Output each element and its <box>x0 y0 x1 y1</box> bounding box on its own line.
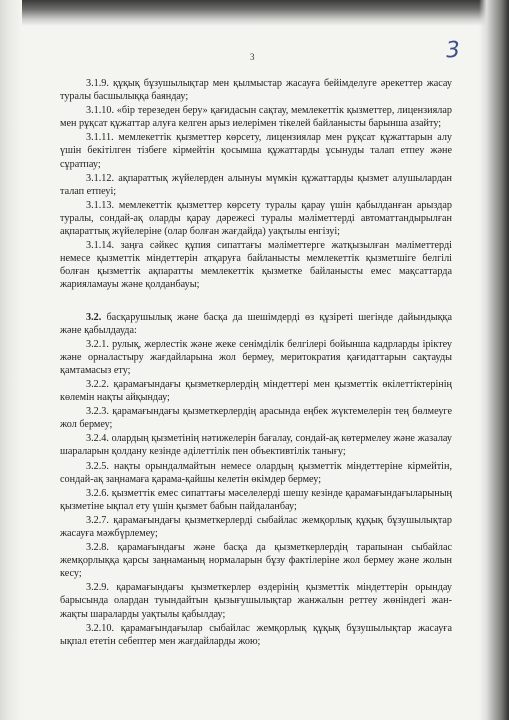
clause-number: 3.1.14. <box>86 240 115 252</box>
clause-number: 3.1.9. <box>86 78 109 89</box>
clause-text: қарамағындағы қызметкерлерді сыбайлас жемқорлық құқық бұзушылықтар жасауға мәжбүрлемеу; <box>60 514 453 539</box>
clause-text: мемлекеттік қызметтер көрсету туралы қарау үшін қабылданған арыздар туралы, сондай-ақ оларды қарау дәрежесі туралы мәліметтерді автоматтандырылған ақпараттық жүйелеріне (олар болған жағдайда) уақтылы енгізуі; <box>60 199 452 238</box>
clause-number: 3.2.5. <box>86 460 109 472</box>
clause-text: нақты орындалмайтын немесе олардың қызметтік міндеттеріне кірмейтін, сондай-ақ заңнамаға қарама-қайшы келетін өкімдер бермеу; <box>60 460 452 485</box>
scan-shadow-right <box>479 0 509 720</box>
clause-paragraph <box>60 581 452 620</box>
clause-paragraph <box>60 338 452 377</box>
clause-text: қарамағындағылар сыбайлас жемқорлық құқық бұзушылықтар жасауға ықпал ететін себептер мен жағдайларды жою; <box>60 622 453 647</box>
scan-shadow-left <box>0 0 22 720</box>
clause-text: қарамағындағы және басқа да қызметкерлердің тарапынан сыбайлас жемқорлыққа қарсы заңнаманың нормаларын бұзу фактілеріне жол бермеу және жолын кесу; <box>60 542 452 580</box>
clause-text: ақпараттық жүйелерден алынуы мүмкін құжаттарды қызмет алушылардан талап етпеуі; <box>60 172 453 197</box>
clause-number: 3.2.6. <box>86 487 109 499</box>
clause-paragraph <box>60 487 452 513</box>
clause-paragraph <box>60 311 452 337</box>
clause-text: заңға сәйкес құпия сипаттағы мәліметтерге жатқызылған мәліметтерді немесе қызметтік міндеттерін атқаруға байланысты мемлекеттік қызметшіге белгілі болған қызметтік ақпаратты мемлекеттік қызметке байланысты емес мақсаттарда жарияламауы және қолданбауы; <box>60 240 453 291</box>
clause-text: рулық, жерлестік және жеке сенімділік белгілері бойынша кадрларды іріктеу және орналастыру жағдайларына жол бермеу, меритократия қағидаттарын сақтауды қамтамасыз ету; <box>60 338 453 376</box>
clause-number: 3.2.8. <box>86 542 109 554</box>
clause-paragraph <box>60 405 452 431</box>
clause-text: басқарушылық және басқа да шешімдерді өз құзіреті шегінде дайындыққа және қабылдауда: <box>60 311 452 336</box>
clause-paragraph <box>60 514 452 540</box>
clause-paragraph <box>60 541 452 580</box>
clause-text: қызметтік емес сипаттағы мәселелерді шешу кезінде қарамағындағыларының қызметіне ықпал ету үшін қызмет бабын пайдаланбау; <box>60 487 453 512</box>
clause-paragraph <box>60 239 452 291</box>
clause-text: олардың қызметінің нәтижелерін бағалау, сондай-ақ көтермелеу және жазалау шараларын қолдану кезінде әділеттілік пен объективтілік танығу; <box>60 433 452 458</box>
clause-text: «бір терезеден беру» қағидасын сақтау, мемлекеттік қызметтер, лицензиялар мен рұқсат құжаттар алуға келген арыз иелерімен тікелей байланысты барынша азайту; <box>60 105 452 130</box>
scan-shadow-top <box>0 0 509 26</box>
clause-number: 3.2.9. <box>86 582 109 594</box>
clause-number: 3.1.13. <box>86 199 115 211</box>
clause-paragraph <box>60 432 452 458</box>
handwritten-page-number: 3 <box>445 37 461 64</box>
clause-paragraph <box>60 622 452 648</box>
clause-number: 3.2.1. <box>86 338 109 350</box>
document-body <box>60 77 452 649</box>
clause-number: 3.2.7. <box>86 514 109 526</box>
clause-paragraph <box>60 77 452 103</box>
clause-paragraph <box>60 172 452 198</box>
clause-paragraph <box>60 104 452 130</box>
clause-paragraph <box>60 131 452 170</box>
clause-text: қарамағындағы қызметкерлердің міндеттері мен қызметтік өкілеттіктерінің көлемін нақты айқындау; <box>60 378 453 404</box>
clause-paragraph <box>60 199 452 238</box>
clause-text: қарамағындағы қызметкерлер өздерінің қызметтік міндеттерін орындау барысында олардан туындайтын қызығушылықтар жанжалын реттеу жөніндегі жан-жақты шараларды уақтылы қабылдау; <box>60 582 452 620</box>
clause-number: 3.2. <box>86 311 102 323</box>
clause-number: 3.2.3. <box>86 406 109 418</box>
clause-paragraph <box>60 378 452 404</box>
clause-number: 3.1.12. <box>86 172 115 184</box>
clause-number: 3.1.11. <box>86 132 114 144</box>
clause-text: қарамағындағы қызметкерлердің арасында еңбек жүктемелерін тең бөлмеуге жол бермеу; <box>60 406 452 431</box>
clause-paragraph <box>60 460 452 486</box>
clause-text: мемлекеттік қызметтер көрсету, лицензиялар мен рұқсат құжаттарын алу үшін бекітілген тізбеге кірмейтін қосымша құжаттарды ұсынуды талап етпеу және сұратпау; <box>60 132 452 170</box>
clause-number: 3.2.10. <box>86 622 115 634</box>
clause-number: 3.1.10. <box>86 105 115 117</box>
paragraph-gap <box>60 293 452 311</box>
clause-number: 3.2.2. <box>86 378 109 390</box>
page-number: 3 <box>250 52 255 62</box>
clause-text: құқық бұзушылықтар мен қылмыстар жасауға бейімделуге әрекеттер жасау туралы басшылыққа баяндау; <box>60 78 452 103</box>
clause-number: 3.2.4. <box>86 433 109 445</box>
